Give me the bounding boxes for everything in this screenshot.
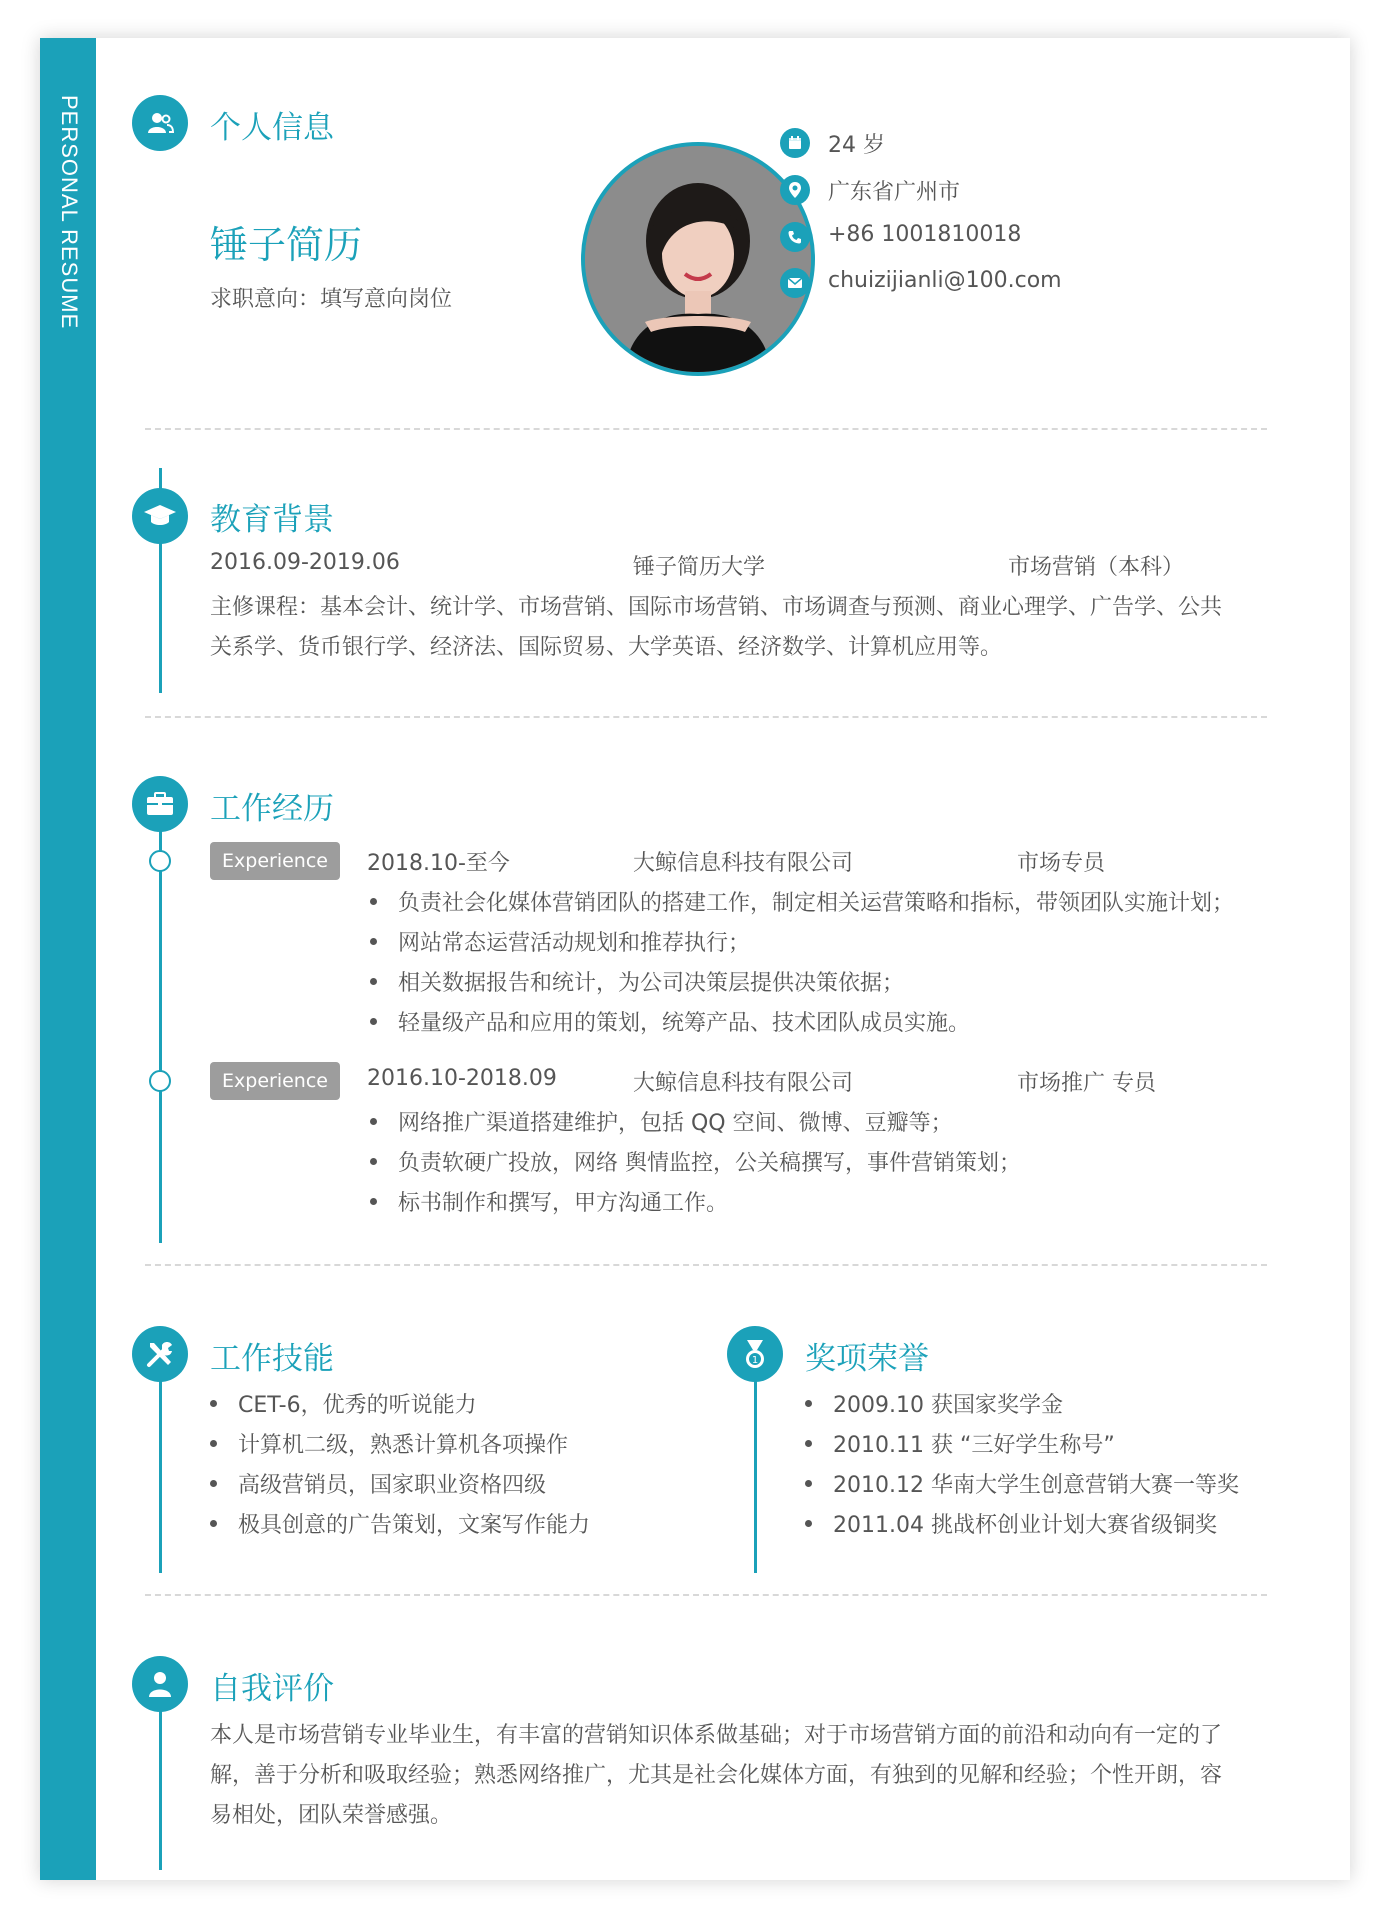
education-courses-line: 主修课程：基本会计、统计学、市场营销、国际市场营销、市场调查与预测、商业心理学、广告学、公共 — [210, 595, 1223, 620]
list-item: 2010.11 获 “三好学生称号” — [833, 1428, 1115, 1459]
job-period: 2016.10-2018.09 — [367, 1066, 557, 1091]
job-role: 市场推广 专员 — [1017, 1071, 1156, 1096]
list-item: 计算机二级，熟悉计算机各项操作 — [238, 1428, 568, 1459]
education-major: 市场营销（本科） — [1008, 555, 1185, 580]
education-period: 2016.09-2019.06 — [210, 550, 400, 575]
self-evaluation-line: 本人是市场营销专业毕业生，有丰富的营销知识体系做基础；对于市场营销方面的前沿和动向有一定的了 — [210, 1723, 1223, 1748]
section-divider — [145, 428, 1267, 430]
list-item: 相关数据报告和统计，为公司决策层提供决策依据； — [398, 966, 904, 997]
list-item: 网站常态运营活动规划和推荐执行； — [398, 926, 750, 957]
age-value: 24 岁 — [828, 133, 885, 158]
timeline-node — [149, 850, 171, 872]
list-item: 负责社会化媒体营销团队的搭建工作，制定相关运营策略和指标，带领团队实施计划； — [398, 886, 1234, 917]
education-section-title: 教育背景 — [210, 502, 334, 538]
list-item: 高级营销员，国家职业资格四级 — [238, 1468, 546, 1499]
list-item: 标书制作和撰写，甲方沟通工作。 — [398, 1186, 728, 1217]
awards-section-title: 奖项荣誉 — [805, 1341, 929, 1377]
list-item: CET-6，优秀的听说能力 — [238, 1388, 477, 1419]
work-timeline — [159, 778, 162, 1243]
personal-section-title: 个人信息 — [210, 110, 334, 146]
svg-text:1: 1 — [751, 1355, 759, 1366]
job-intent: 求职意向：填写意向岗位 — [210, 287, 453, 312]
resume-page — [40, 38, 1350, 1880]
self-evaluation-line: 解，善于分析和吸取经验；熟悉网络推广，尤其是社会化媒体方面，有独到的见解和经验；个性开朗，容 — [210, 1763, 1223, 1788]
calendar-icon — [780, 128, 810, 158]
list-item: 负责软硬广投放，网络 舆情监控，公关稿撰写，事件营销策划； — [398, 1146, 1021, 1177]
medal-icon — [727, 1326, 783, 1382]
work-section-title: 工作经历 — [210, 791, 334, 827]
avatar — [581, 142, 815, 376]
candidate-name: 锤子简历 — [210, 223, 363, 267]
experience-badge: Experience — [210, 842, 340, 880]
sidebar — [40, 38, 96, 1880]
location-pin-icon — [780, 175, 810, 205]
list-item: 2010.12 华南大学生创意营销大赛一等奖 — [833, 1468, 1239, 1499]
phone-value: +86 1001810018 — [828, 222, 1022, 247]
list-item: 2009.10 获国家奖学金 — [833, 1388, 1063, 1419]
self-evaluation-line: 易相处，团队荣誉感强。 — [210, 1803, 453, 1828]
sidebar-label: PERSONAL RESUME — [57, 95, 82, 330]
list-item: 2011.04 挑战杯创业计划大赛省级铜奖 — [833, 1508, 1217, 1539]
mail-icon — [780, 268, 810, 298]
section-divider — [145, 716, 1267, 718]
job-company: 大鲸信息科技有限公司 — [633, 851, 854, 876]
education-school: 锤子简历大学 — [633, 555, 766, 580]
section-divider — [145, 1264, 1267, 1266]
briefcase-icon — [132, 776, 188, 832]
experience-badge: Experience — [210, 1062, 340, 1100]
location-value: 广东省广州市 — [828, 180, 961, 205]
section-divider — [145, 1594, 1267, 1596]
job-role: 市场专员 — [1017, 851, 1106, 876]
list-item: 极具创意的广告策划，文案写作能力 — [238, 1508, 590, 1539]
self-section-title: 自我评价 — [210, 1671, 334, 1707]
phone-icon — [780, 222, 810, 252]
job-company: 大鲸信息科技有限公司 — [633, 1071, 854, 1096]
timeline-node — [149, 1070, 171, 1092]
list-item: 网络推广渠道搭建维护，包括 QQ 空间、微博、豆瓣等； — [398, 1106, 953, 1137]
tools-icon — [132, 1326, 188, 1382]
graduation-cap-icon — [132, 488, 188, 544]
job-period: 2018.10-至今 — [367, 851, 510, 876]
skills-section-title: 工作技能 — [210, 1341, 334, 1377]
users-icon — [132, 95, 188, 151]
email-value: chuizijianli@100.com — [828, 268, 1062, 293]
education-courses-line: 关系学、货币银行学、经济法、国际贸易、大学英语、经济数学、计算机应用等。 — [210, 635, 1003, 660]
person-icon — [132, 1656, 188, 1712]
list-item: 轻量级产品和应用的策划，统筹产品、技术团队成员实施。 — [398, 1006, 970, 1037]
